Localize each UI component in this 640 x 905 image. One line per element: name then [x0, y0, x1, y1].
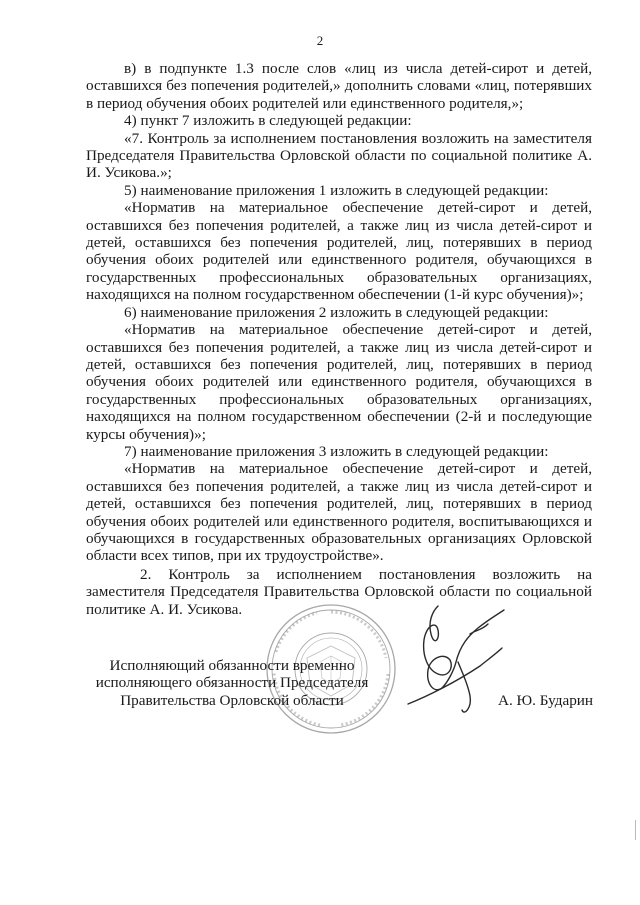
signatory-position	[86, 657, 378, 709]
page-number: 2	[316, 33, 324, 48]
paragraph-quote-annex-3: «Норматив на материальное обеспечение детей-сирот и детей, оставшихся без попечения родителей, а также лиц из числа детей-сирот и детей, оставшихся без попечения родителей, лиц, потерявших в период обучения обоих родителей или единственного родителя, воспитывающихся и обучающихся в государственных образовательных организациях Орловской области всех типов, при их трудоустройстве».	[86, 460, 592, 565]
signatory-position-line-2: исполняющего обязанности Председателя	[95, 674, 369, 692]
paragraph-quote-7: «7. Контроль за исполнением постановления возложить на заместителя Председателя Правительства Орловской области по социальной политике А. И. Усикова.»;	[86, 129, 592, 182]
signatory-position-line-1: Исполняющий обязанности временно	[109, 657, 355, 674]
paragraph-section-2: 2. Контроль за исполнением постановления возложить на заместителя Председателя Правительства Орловской области по социальной политике А. И. Усикова.	[86, 565, 592, 618]
paragraph-quote-annex-1: «Норматив на материальное обеспечение детей-сирот и детей, оставшихся без попечения родителей, а также лиц из числа детей-сирот и детей, оставшихся без попечения родителей, лиц, потерявших в период обучения обоих родителей или единственного родителя, обучающихся в государственных профессиональных образовательных организациях, находящихся на полном государственном обеспечении (1-й курс обучения)»;	[86, 199, 592, 304]
signature-block	[0, 600, 640, 730]
paragraph-item-5: 5) наименование приложения 1 изложить в следующей редакции:	[124, 181, 549, 199]
scan-edge-mark	[635, 820, 636, 840]
signatory-position-line-3: Правительства Орловской области	[120, 691, 344, 709]
paragraph-3c: в) в подпункте 1.3 после слов «лиц из числа детей-сирот и детей, оставшихся без попечения родителей,» дополнить словами «лиц, потерявших в период обучения обоих родителей или единственного родителя,»;	[86, 60, 592, 112]
paragraph-item-7: 7) наименование приложения 3 изложить в следующей редакции:	[124, 442, 549, 460]
paragraph-item-6: 6) наименование приложения 2 изложить в следующей редакции:	[124, 303, 549, 321]
document-body	[86, 60, 592, 618]
paragraph-quote-annex-2: «Норматив на материальное обеспечение детей-сирот и детей, оставшихся без попечения родителей, а также лиц из числа детей-сирот и детей, оставшихся без попечения родителей, лиц, потерявших в период обучения обоих родителей или единственного родителя, обучающихся в государственных профессиональных образовательных организациях, находящихся на полном государственном обеспечении (2-й и последующие курсы обучения)»;	[86, 321, 592, 443]
paragraph-item-4: 4) пункт 7 изложить в следующей редакции:	[124, 112, 412, 130]
handwritten-signature-icon	[398, 600, 506, 740]
signatory-name: А. Ю. Бударин	[498, 692, 594, 709]
